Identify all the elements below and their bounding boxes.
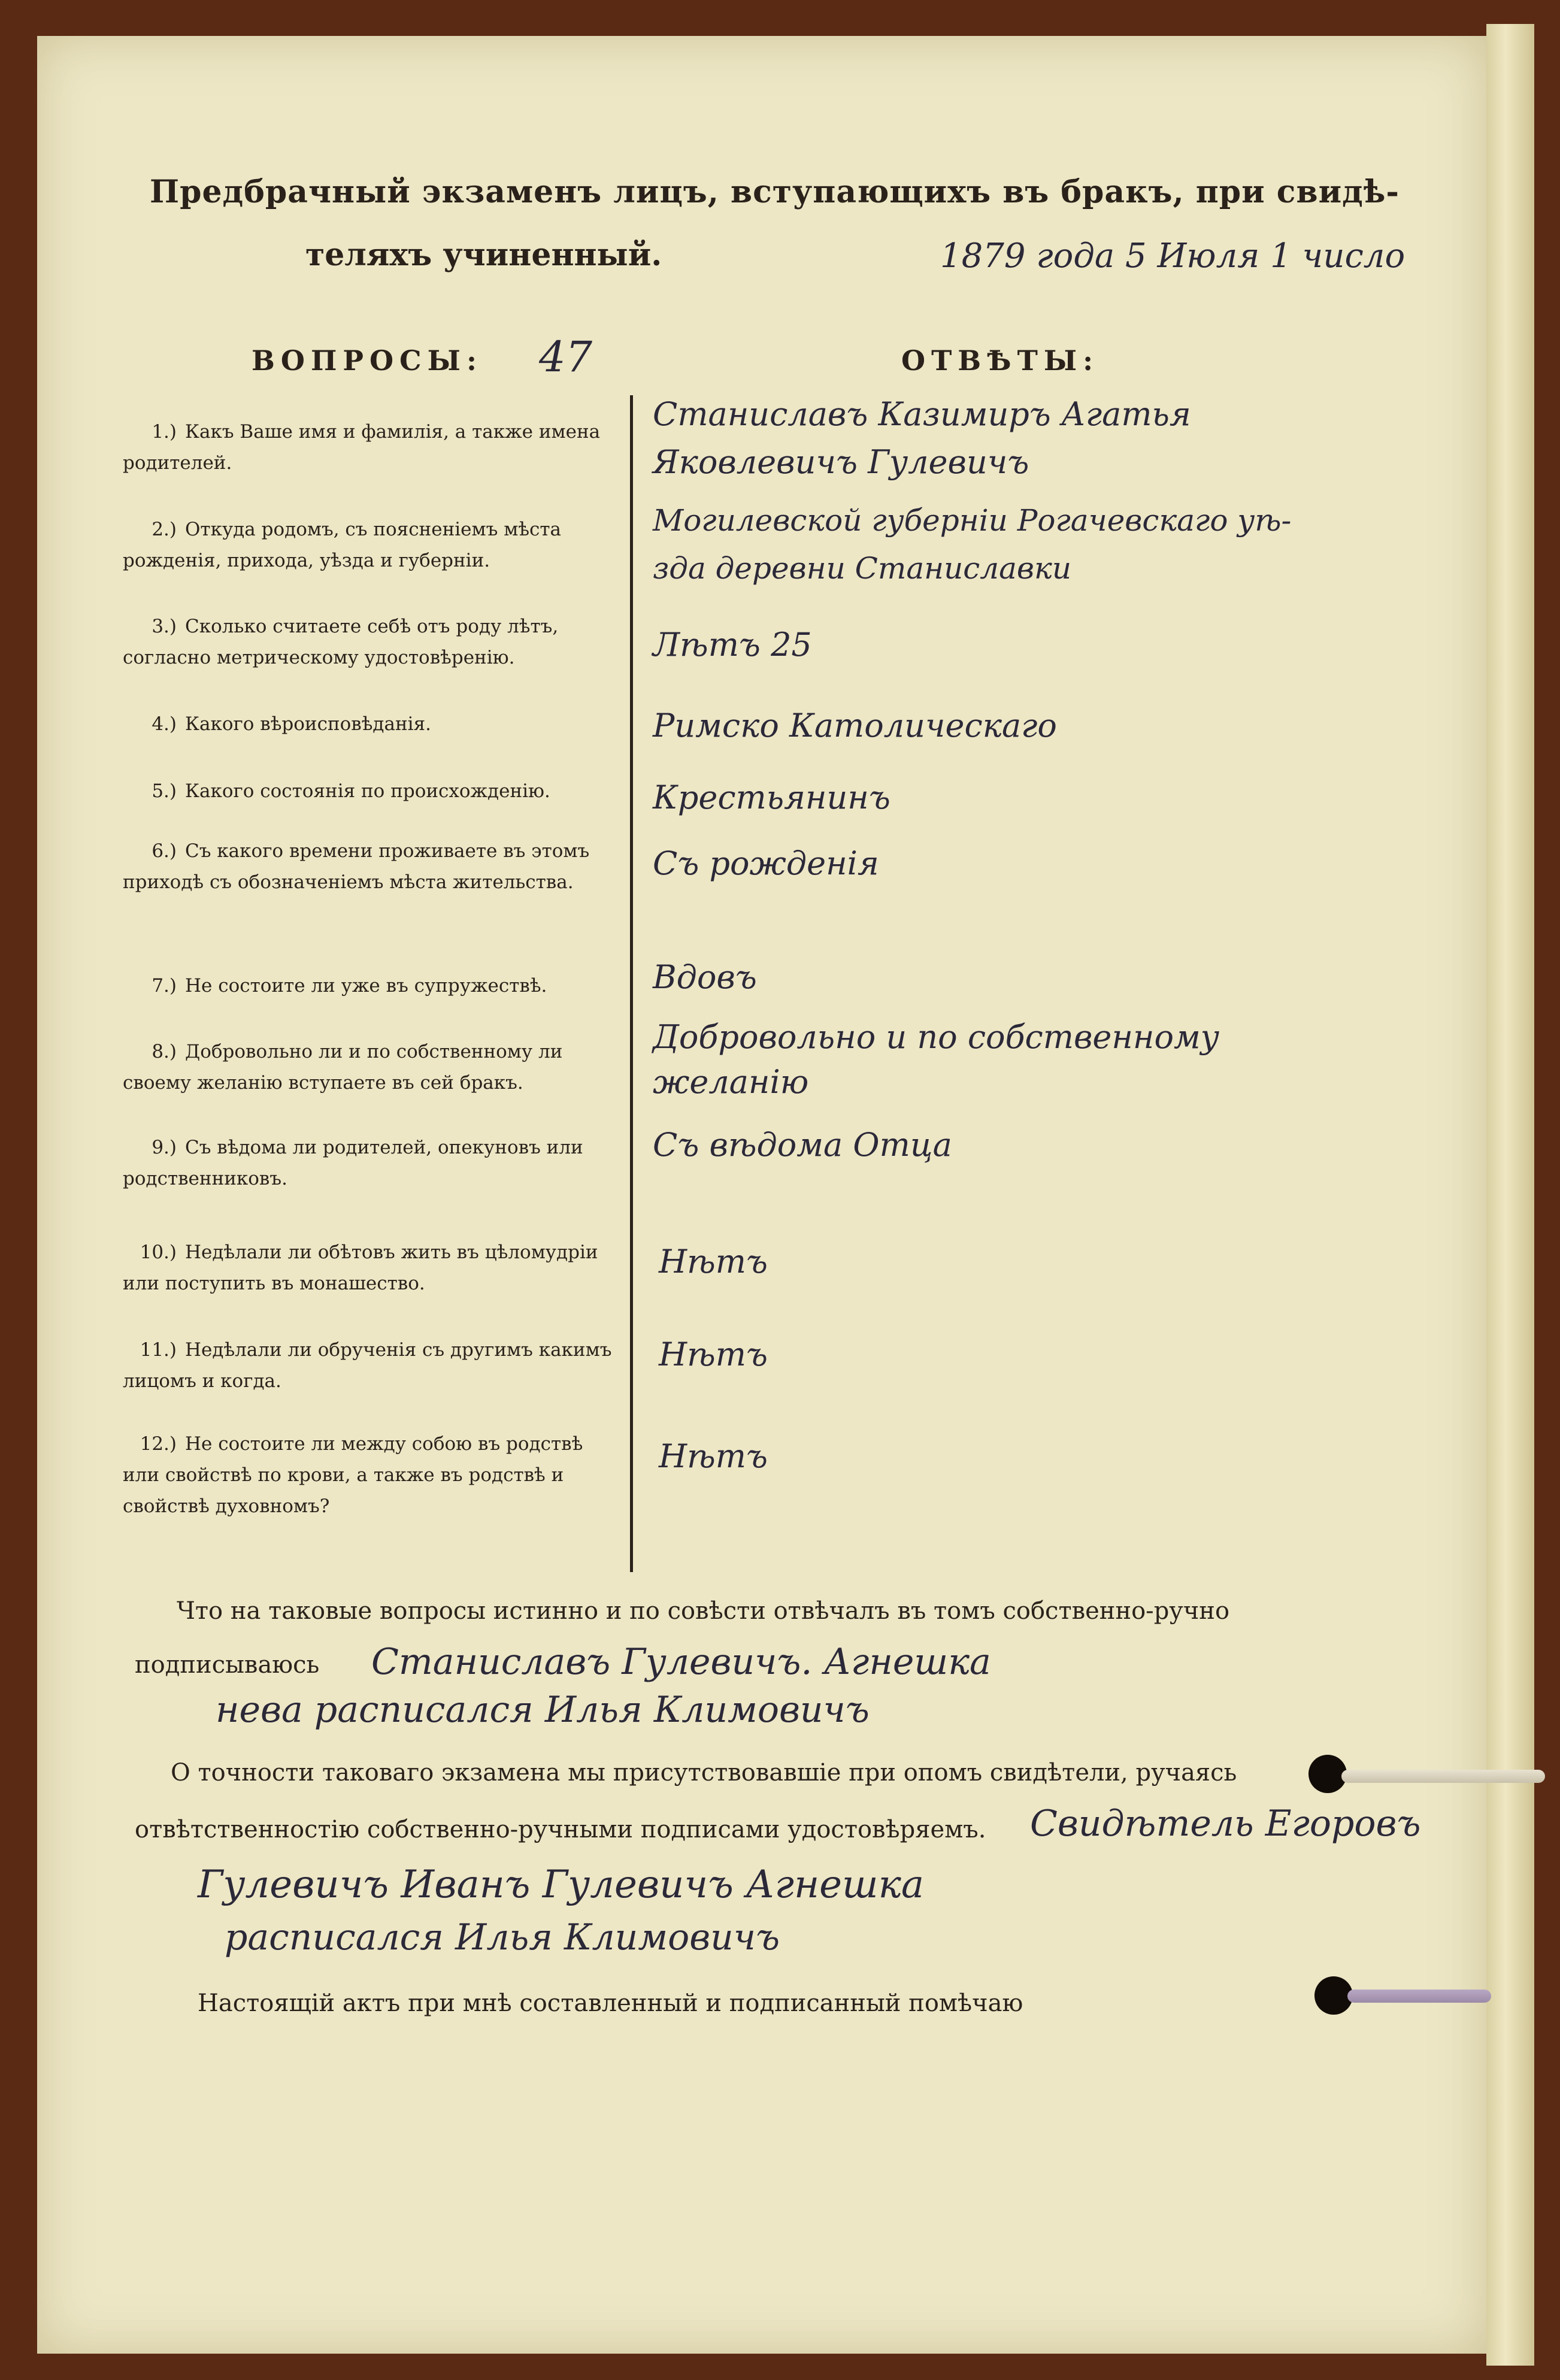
- answer-line: Нѣтъ: [659, 1243, 768, 1280]
- question-number: 10.): [140, 1242, 177, 1263]
- question-number: 1.): [152, 421, 177, 443]
- question-number: 6.): [152, 840, 177, 862]
- binding-spine: [1486, 24, 1534, 2366]
- answer-line: Съ вѣдома Отца: [653, 1126, 952, 1164]
- form-title-line1: Предбрачный экзаменъ лицъ, вступающихъ въ бракъ, при свидѣ-: [150, 174, 1400, 210]
- question-number: 12.): [140, 1433, 177, 1455]
- question-text: Какого состоянія по происхожденію.: [185, 780, 550, 802]
- question-item: [123, 708, 620, 740]
- answer-line: Римско Католическаго: [653, 707, 1057, 744]
- answer-line: Яковлевичъ Гулевичъ: [653, 443, 1029, 481]
- bride-signature-handwritten: нева расписался Илья Климовичъ: [216, 1689, 870, 1731]
- question-number: 7.): [152, 975, 177, 997]
- priest-attestation-text: Настоящій актъ при мнѣ составленный и подписанный помѣчаю: [198, 1990, 1023, 2017]
- question-number: 5.): [152, 780, 177, 802]
- question-text: Съ какого времени проживаете въ этомъ приходѣ съ обозначеніемъ мѣста жительства.: [123, 840, 590, 893]
- answer-line: Нѣтъ: [659, 1437, 768, 1475]
- question-text: Добровольно ли и по собственному ли своему желанію вступаете въ сей бракъ.: [123, 1041, 563, 1094]
- answer-line: Съ рожденія: [653, 844, 879, 882]
- question-text: Недѣлали ли обрученія съ другимъ какимъ лицомъ и когда.: [123, 1339, 612, 1392]
- attestation-text-line2: подписываюсь: [135, 1651, 320, 1679]
- question-item: [123, 1334, 620, 1397]
- answer-line: Лѣтъ 25: [653, 626, 812, 664]
- question-number: 8.): [152, 1041, 177, 1062]
- question-number: 11.): [140, 1339, 177, 1361]
- attestation-text-line1: Что на таковые вопросы истинно и по совѣсти отвѣчалъ въ томъ собственно-ручно: [177, 1597, 1230, 1625]
- witness-text-line1: О точности таковаго экзамена мы присутствовавшіе при опомъ свидѣтели, ручаясь: [171, 1759, 1237, 1786]
- question-item: [123, 776, 620, 807]
- question-number: 3.): [152, 616, 177, 637]
- question-text: Съ вѣдома ли родителей, опекуновъ или родственниковъ.: [123, 1137, 583, 1189]
- form-title-line2-print: теляхъ учиненный.: [305, 237, 662, 273]
- groom-signature-handwritten: Станиславъ Гулевичъ. Агнешка: [371, 1641, 991, 1683]
- answer-line: Нѣтъ: [659, 1336, 768, 1373]
- question-item: [123, 970, 620, 1001]
- question-number: 2.): [152, 519, 177, 540]
- form-title-line2: [305, 237, 662, 273]
- question-item: [123, 611, 620, 673]
- binding-cord: [1347, 1990, 1491, 2003]
- binding-hole: [1308, 1755, 1347, 1793]
- questions-column-heading: ВОПРОСЫ:: [252, 344, 483, 377]
- form-title-handwritten-date: 1879 года 5 Июля 1 число: [940, 237, 1405, 275]
- question-text: Какого вѣроисповѣданія.: [185, 713, 431, 735]
- question-item: [123, 416, 620, 479]
- witness-signature-handwritten: Свидѣтель Егоровъ: [1030, 1803, 1421, 1845]
- answer-line: Добровольно и по собственному: [653, 1018, 1220, 1056]
- question-text: Какъ Ваше имя и фамилія, а также имена родителей.: [123, 421, 601, 474]
- witness-text-line2: отвѣтственностію собственно-ручными подписами удостовѣряемъ.: [135, 1816, 986, 1843]
- question-number: 9.): [152, 1137, 177, 1158]
- question-item: [123, 1036, 620, 1098]
- question-item: [123, 1428, 620, 1522]
- answers-column-heading: ОТВѢТЫ:: [901, 344, 1099, 377]
- question-text: Недѣлали ли обѣтовъ жить въ цѣломудріи или поступить въ монашество.: [123, 1242, 598, 1294]
- answer-line: Могилевской губерніи Рогачевскаго уѣ-: [653, 503, 1292, 538]
- question-text: Сколько считаете себѣ отъ роду лѣтъ, согласно метрическому удостовѣренію.: [123, 616, 559, 668]
- question-text: Откуда родомъ, съ поясненіемъ мѣста рожденія, прихода, уѣзда и губерніи.: [123, 519, 562, 571]
- question-item: [123, 1132, 620, 1194]
- question-item: [123, 514, 620, 576]
- question-item: [123, 835, 620, 898]
- question-item: [123, 1237, 620, 1299]
- question-number: 4.): [152, 713, 177, 735]
- witness-signature-handwritten-line2: Гулевичъ Иванъ Гулевичъ Агнешка: [198, 1863, 925, 1907]
- column-divider: [630, 395, 633, 1572]
- question-text: Не состоите ли между собою въ родствѣ или свойствѣ по крови, а также въ родствѣ и свойствѣ духовномъ?: [123, 1433, 583, 1517]
- witness-signature-handwritten-line3: расписался Илья Климовичъ: [225, 1916, 780, 1958]
- answer-line: Станиславъ Казимиръ Агатья: [653, 395, 1191, 433]
- answer-line: Вдовъ: [653, 958, 757, 996]
- answer-line: Крестьянинъ: [653, 779, 890, 816]
- binding-cord: [1341, 1770, 1545, 1783]
- question-text: Не состоите ли уже въ супружествѣ.: [185, 975, 547, 997]
- answer-line: зда деревни Станиславки: [653, 551, 1072, 586]
- questions-handwritten-number: 47: [539, 332, 593, 381]
- answer-line: желанію: [653, 1063, 809, 1101]
